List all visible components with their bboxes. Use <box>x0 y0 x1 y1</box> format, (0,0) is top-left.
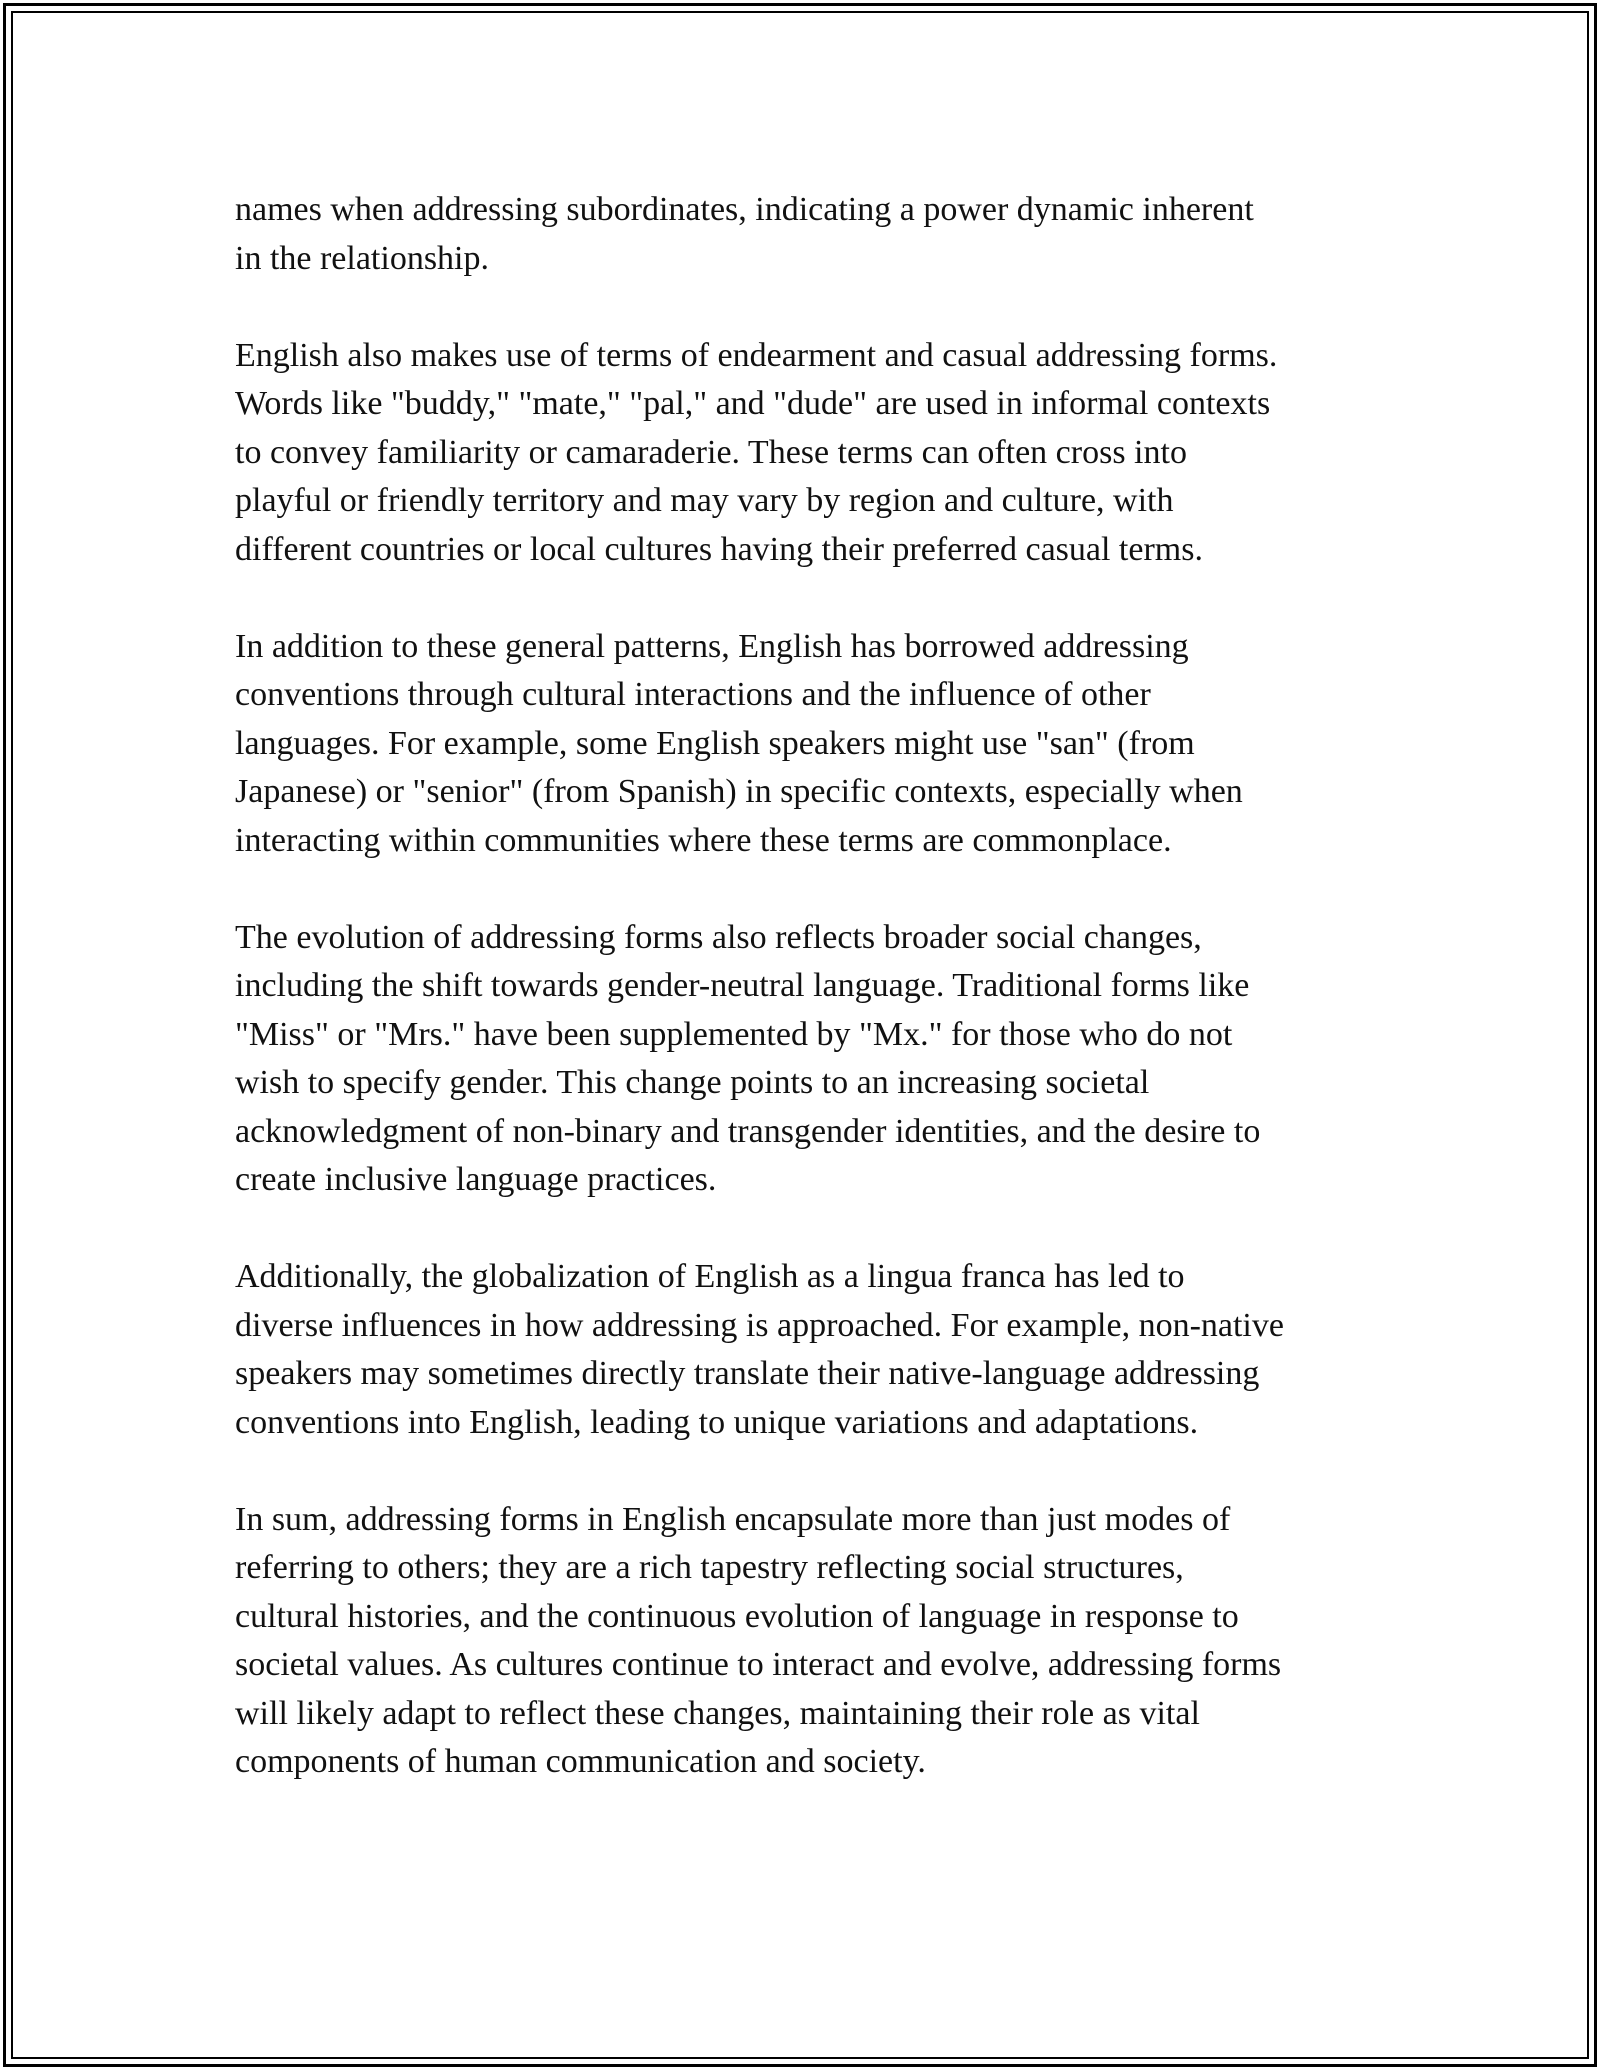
paragraph-1 <box>235 186 1375 283</box>
text-line: "Miss" or "Mrs." have been supplemented by "Mx." for those who do not <box>235 1015 1233 1053</box>
text-line: societal values. As cultures continue to interact and evolve, addressing forms <box>235 1646 1282 1683</box>
text-line: Japanese) or "senior" (from Spanish) in specific contexts, especially when <box>235 773 1243 810</box>
text-line: cultural histories, and the continuous evolution of language in response to <box>235 1597 1239 1635</box>
text-line: English also makes use of terms of endearment and casual addressing forms. <box>235 336 1278 374</box>
text-line: languages. For example, some English speakers might use "san" (from <box>235 724 1195 762</box>
text-line: Additionally, the globalization of English as a lingua franca has led to <box>235 1258 1185 1295</box>
text-line: speakers may sometimes directly translate their native-language addressing <box>235 1355 1260 1392</box>
text-line: create inclusive language practices. <box>235 1161 717 1198</box>
text-line: wish to specify gender. This change points to an increasing societal <box>235 1064 1150 1101</box>
paragraph-6 <box>235 1496 1375 1787</box>
paragraph-5 <box>235 1253 1375 1447</box>
paragraph-3 <box>235 623 1375 866</box>
text-line: different countries or local cultures having their preferred casual terms. <box>235 530 1203 568</box>
paragraph-4 <box>235 914 1375 1205</box>
text-line: Words like "buddy," "mate," "pal," and "dude" are used in informal contexts <box>235 385 1271 422</box>
text-line: playful or friendly territory and may vary by region and culture, with <box>235 482 1174 519</box>
text-line: referring to others; they are a rich tapestry reflecting social structures, <box>235 1549 1184 1586</box>
text-line: conventions through cultural interactions and the influence of other <box>235 676 1151 713</box>
text-line: components of human communication and society. <box>235 1743 926 1780</box>
text-line: including the shift towards gender-neutral language. Traditional forms like <box>235 967 1250 1004</box>
text-line: In addition to these general patterns, English has borrowed addressing <box>235 627 1189 665</box>
text-line: acknowledgment of non-binary and transgender identities, and the desire to <box>235 1112 1261 1150</box>
text-line: will likely adapt to reflect these changes, maintaining their role as vital <box>235 1694 1200 1732</box>
text-line: In sum, addressing forms in English encapsulate more than just modes of <box>235 1500 1231 1538</box>
text-line: diverse influences in how addressing is approached. For example, non-native <box>235 1306 1284 1344</box>
text-line: interacting within communities where these terms are commonplace. <box>235 821 1172 859</box>
document-body <box>235 186 1375 1835</box>
text-line: in the relationship. <box>235 239 490 277</box>
text-line: conventions into English, leading to unique variations and adaptations. <box>235 1403 1199 1441</box>
paragraph-2 <box>235 332 1375 575</box>
text-line: names when addressing subordinates, indicating a power dynamic inherent <box>235 191 1254 228</box>
text-line: to convey familiarity or camaraderie. These terms can often cross into <box>235 433 1187 471</box>
text-line: The evolution of addressing forms also reflects broader social changes, <box>235 918 1202 956</box>
